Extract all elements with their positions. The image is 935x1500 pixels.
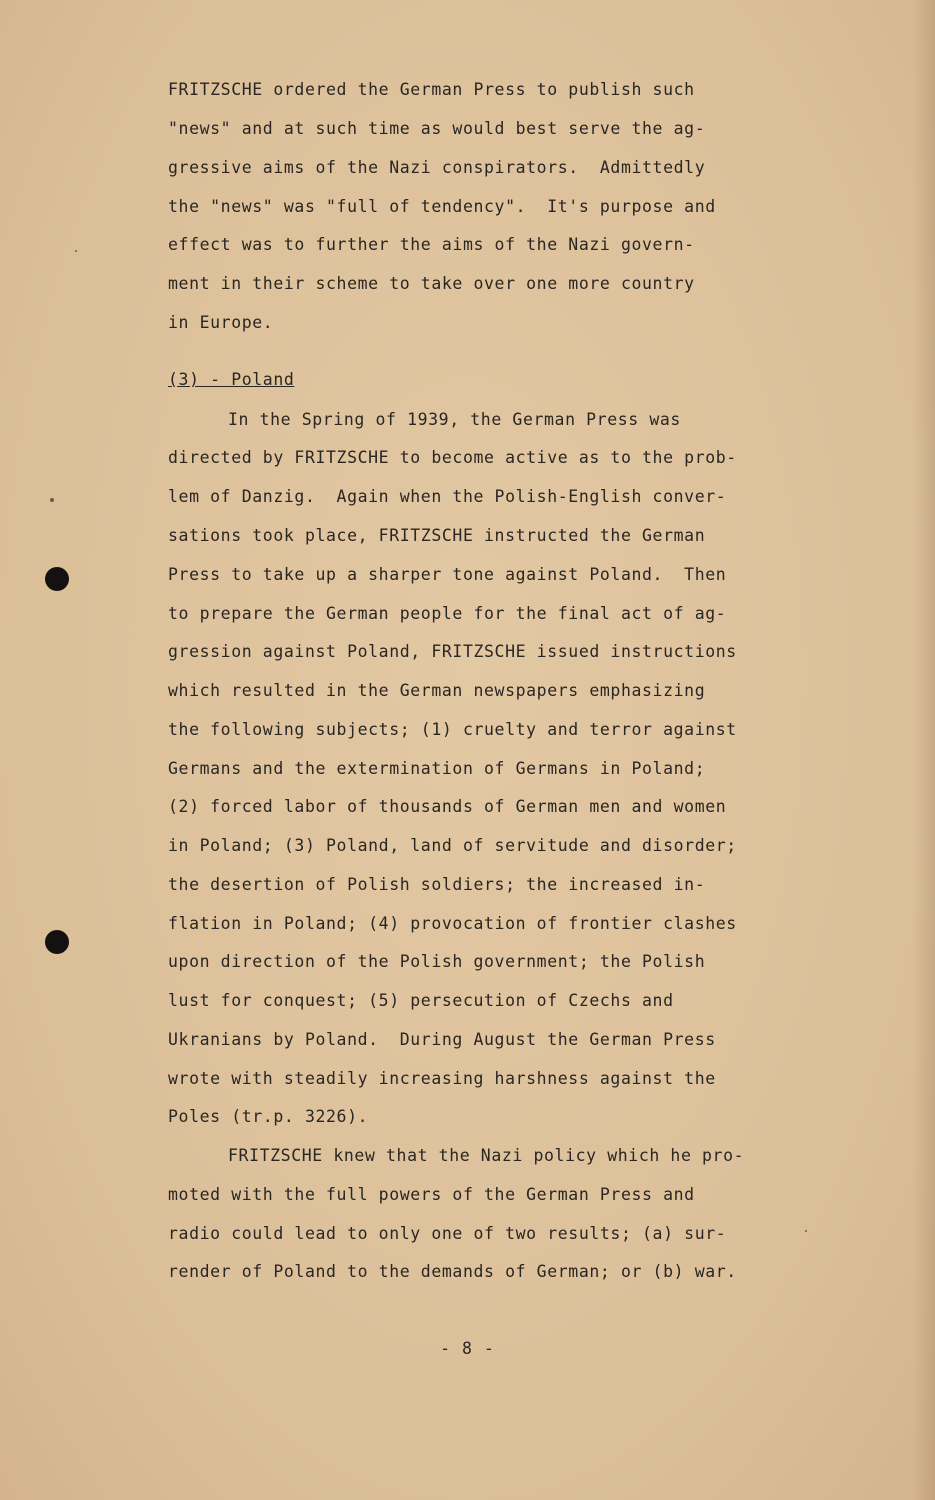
paragraph-3-line: radio could lead to only one of two results; (a) sur- (168, 1224, 727, 1243)
paragraph-2-line: gression against Poland, FRITZSCHE issued instructions (168, 642, 737, 661)
punch-hole-top (45, 567, 69, 591)
paragraph-2-line: In the Spring of 1939, the German Press was (228, 410, 681, 429)
paragraph-2-line: wrote with steadily increasing harshness against the (168, 1069, 716, 1088)
paragraph-2-line: in Poland; (3) Poland, land of servitude and disorder; (168, 836, 737, 855)
paragraph-2-line: to prepare the German people for the final act of ag- (168, 604, 727, 623)
paragraph-2-line: lem of Danzig. Again when the Polish-English conver- (168, 487, 727, 506)
paragraph-3-line: render of Poland to the demands of German; or (b) war. (168, 1262, 737, 1281)
paragraph-3-line: moted with the full powers of the German Press and (168, 1185, 695, 1204)
paper-speck (50, 498, 54, 502)
paragraph-2-line: directed by FRITZSCHE to become active as to the prob- (168, 448, 737, 467)
paragraph-2-line: sations took place, FRITZSCHE instructed the German (168, 526, 706, 545)
paragraph-1-line: ment in their scheme to take over one more country (168, 274, 695, 293)
paragraph-2-line: (2) forced labor of thousands of German men and women (168, 797, 727, 816)
section-heading: (3) - Poland (168, 370, 295, 389)
punch-hole-bottom (45, 930, 69, 954)
paragraph-2-line: flation in Poland; (4) provocation of frontier clashes (168, 914, 737, 933)
paragraph-2-line: upon direction of the Polish government; the Polish (168, 952, 706, 971)
paragraph-2-line: Poles (tr.p. 3226). (168, 1107, 369, 1126)
paragraph-3-line: FRITZSCHE knew that the Nazi policy which he pro- (228, 1146, 745, 1165)
paragraph-1-line: gressive aims of the Nazi conspirators. Admittedly (168, 158, 706, 177)
paragraph-2-line: the desertion of Polish soldiers; the increased in- (168, 875, 706, 894)
paragraph-2-line: lust for conquest; (5) persecution of Czechs and (168, 991, 674, 1010)
paper-speck (75, 250, 77, 252)
page-number: - 8 - (440, 1339, 495, 1358)
paper-speck (805, 1230, 807, 1232)
paragraph-1-line: FRITZSCHE ordered the German Press to publish such (168, 80, 695, 99)
paragraph-2-line: Ukranians by Poland. During August the German Press (168, 1030, 716, 1049)
paragraph-2-line: Germans and the extermination of Germans in Poland; (168, 759, 706, 778)
paragraph-2-line: which resulted in the German newspapers emphasizing (168, 681, 706, 700)
paragraph-2-line: the following subjects; (1) cruelty and terror against (168, 720, 737, 739)
paragraph-1-line: in Europe. (168, 313, 274, 332)
paper-edge-shadow (913, 0, 935, 1500)
paragraph-2-line: Press to take up a sharper tone against Poland. Then (168, 565, 727, 584)
paragraph-1-line: the "news" was "full of tendency". It's purpose and (168, 197, 716, 216)
paragraph-1-line: "news" and at such time as would best serve the ag- (168, 119, 706, 138)
paragraph-1-line: effect was to further the aims of the Nazi govern- (168, 235, 695, 254)
